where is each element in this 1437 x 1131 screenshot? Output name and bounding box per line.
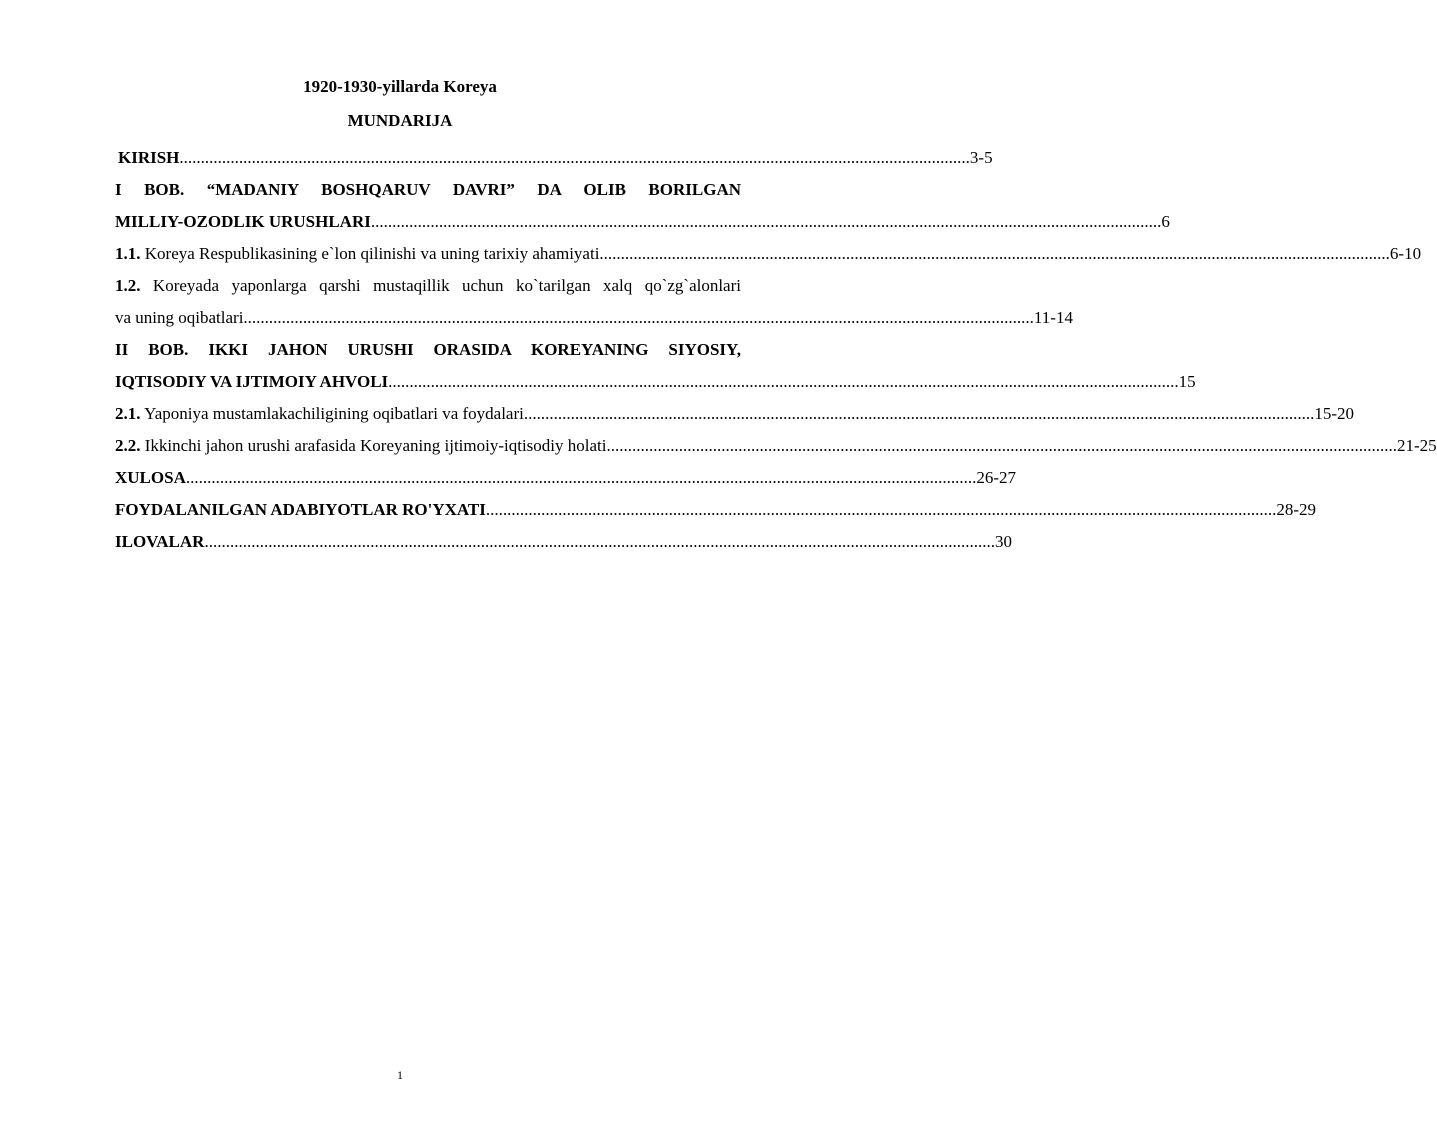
toc-entry-pages: 30 — [994, 532, 1012, 551]
toc-entry-xulosa — [115, 462, 1017, 494]
toc-chapter-1-line1: I BOB. “MADANIY BOSHQARUV DAVRI” DA OLIB BORILGAN — [115, 180, 741, 199]
toc-entry-kirish — [115, 142, 993, 174]
dot-leader: .......................................................................................................................................................................................... — [185, 468, 977, 487]
toc-entry-pages: 21-25 — [1397, 436, 1437, 455]
section-title: Koreya Respublikasining e`lon qilinishi va uning tarixiy ahamiyati — [140, 244, 600, 263]
toc-section-2-2 — [115, 430, 1437, 462]
dot-leader: .......................................................................................................................................................................................... — [523, 404, 1315, 423]
section-title: Ikkinchi jahon urushi arafasida Koreyaning ijtimoiy-iqtisodiy holati — [140, 436, 607, 455]
table-of-contents — [115, 142, 1437, 558]
toc-section-1-2-line2 — [115, 302, 1073, 334]
toc-entry-pages: 11-14 — [1033, 308, 1073, 327]
toc-entry-pages: 26-27 — [976, 468, 1017, 487]
toc-entry-ilovalar — [115, 526, 1012, 558]
toc-chapter-1-line2 — [115, 206, 1170, 238]
toc-chapter-2-line2 — [115, 366, 1196, 398]
toc-entry-pages: 15 — [1178, 372, 1196, 391]
toc-entry-label: MILLIY-OZODLIK URUSHLARI — [115, 212, 371, 231]
toc-entry-label: XULOSA — [115, 468, 186, 487]
toc-entry-label: FOYDALANILGAN ADABIYOTLAR RO'YXATI — [115, 500, 486, 519]
page-number: 1 — [397, 1068, 403, 1082]
toc-heading: MUNDARIJA — [347, 111, 453, 130]
toc-entry-pages: 15-20 — [1314, 404, 1355, 423]
dot-leader: .......................................................................................................................................................................................... — [243, 308, 1034, 327]
dot-leader: .......................................................................................................................................................................................... — [485, 500, 1277, 519]
toc-entry-label: IQTISODIY VA IJTIMOIY AHVOLI — [115, 372, 389, 391]
toc-entry-adabiyotlar — [115, 494, 1317, 526]
section-number: 1.1. — [115, 244, 141, 263]
dot-leader: .......................................................................................................................................................................................... — [370, 212, 1162, 231]
toc-entry-label: va uning oqibatlari — [115, 308, 244, 327]
toc-entry-pages: 3-5 — [969, 148, 993, 167]
toc-section-1-1 — [115, 238, 1422, 270]
dot-leader: .......................................................................................................................................................................................... — [606, 436, 1397, 455]
section-number: 2.1. — [115, 404, 141, 423]
dot-leader: .......................................................................................................................................................................................... — [388, 372, 1179, 391]
dot-leader: .......................................................................................................................................................................................... — [204, 532, 995, 551]
dot-leader: .......................................................................................................................................................................................... — [599, 244, 1390, 263]
toc-entry-label: KIRISH — [118, 148, 180, 167]
toc-entry-label — [115, 430, 607, 462]
toc-entry-pages: 6 — [1161, 212, 1170, 231]
section-title: Yaponiya mustamlakachiligining oqibatlari va foydalari — [140, 404, 524, 423]
section-title: Koreyada yaponlarga qarshi mustaqillik uchun ko`tarilgan xalq qo`zg`alonlari — [140, 276, 741, 295]
document-title: 1920-1930-yillarda Koreya — [303, 77, 497, 96]
toc-entry-label: ILOVALAR — [115, 532, 205, 551]
toc-entry-label — [115, 238, 599, 270]
toc-section-1-2-line1 — [115, 270, 741, 302]
toc-chapter-2-line1: II BOB. IKKI JAHON URUSHI ORASIDA KOREYANING SIYOSIY, — [115, 340, 741, 359]
dot-leader: .......................................................................................................................................................................................... — [179, 148, 970, 167]
toc-entry-pages: 6-10 — [1389, 244, 1422, 263]
section-number: 1.2. — [115, 276, 141, 295]
toc-entry-label — [115, 398, 524, 430]
toc-entry-pages: 28-29 — [1276, 500, 1317, 519]
section-number: 2.2. — [115, 436, 141, 455]
toc-section-2-1 — [115, 398, 1355, 430]
